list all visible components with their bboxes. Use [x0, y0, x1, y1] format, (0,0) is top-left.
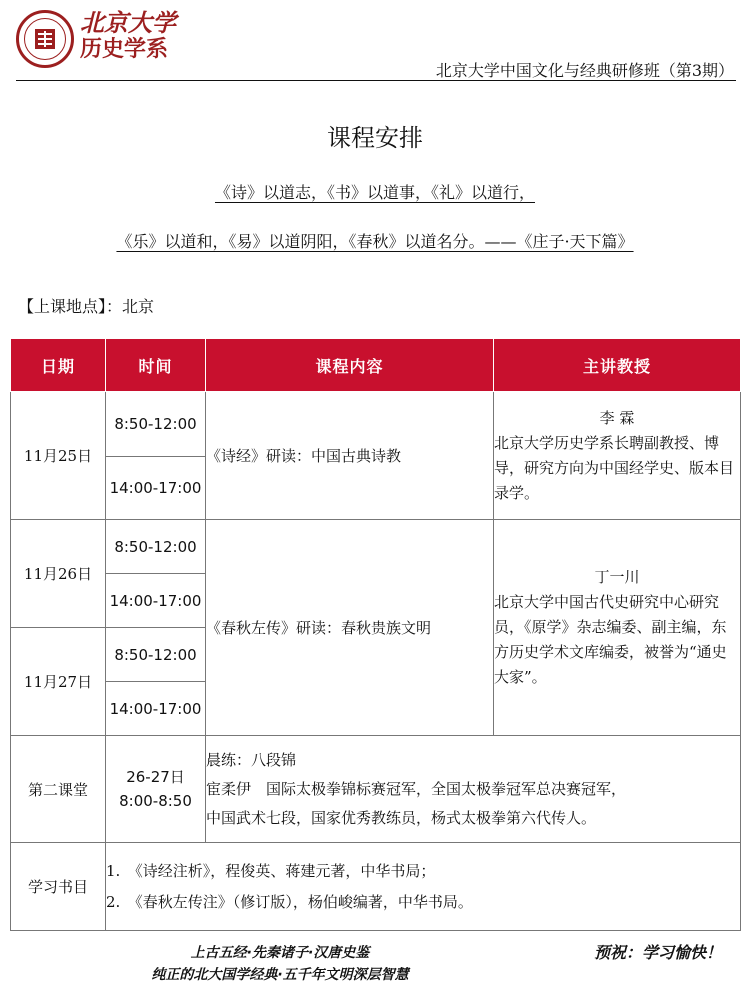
header-divider — [16, 80, 736, 81]
pku-history-logo — [16, 10, 74, 68]
extra-class-time — [106, 736, 206, 843]
table-row — [11, 392, 741, 457]
time-cell: 8:50-12:00 — [106, 628, 206, 682]
time-cell: 14:00-17:00 — [106, 682, 206, 736]
table-header-row — [11, 339, 741, 392]
dept-line1: 北京大学 — [80, 8, 176, 37]
quote-line2: 《乐》以道和，《易》以道阴阳，《春秋》以道名分。——《庄子·天下篇》 — [116, 232, 634, 251]
book-item: 2. 《春秋左传注》（修订版），杨伯峻编著，中华书局。 — [106, 892, 473, 911]
date-cell: 11月27日 — [11, 628, 106, 736]
reading-list-label: 学习书目 — [11, 843, 106, 931]
table-row — [11, 520, 741, 574]
extra-time: 8:00-8:50 — [119, 792, 192, 810]
header-professor: 主讲教授 — [494, 339, 741, 392]
footer-slogan1: 上古五经·先秦诸子·汉唐史鉴 — [190, 945, 370, 961]
date-cell: 11月26日 — [11, 520, 106, 628]
time-cell: 14:00-17:00 — [106, 574, 206, 628]
table-row — [11, 843, 741, 931]
footer-wish: 预祝：学习愉快！ — [593, 943, 722, 962]
extra-line3: 中国武术七段，国家优秀教练员，杨式太极拳第六代传人。 — [206, 808, 597, 827]
footer-slogan2: 纯正的北大国学经典·五千年文明深层智慧 — [151, 967, 409, 983]
seal-icon — [24, 18, 66, 60]
extra-line2: 宦柔伊 国际太极拳锦标赛冠军，全国太极拳冠军总决赛冠军， — [206, 779, 627, 798]
page-title: 课程安排 — [327, 124, 423, 152]
department-name — [80, 10, 176, 62]
date-cell: 11月25日 — [11, 392, 106, 520]
quote-line1: 《诗》以道志，《书》以道事，《礼》以道行， — [214, 183, 535, 202]
dept-line2: 历史学系 — [80, 36, 169, 62]
book-seal-icon — [32, 26, 58, 52]
course-content: 《诗经》研读：中国古典诗教 — [206, 392, 494, 520]
location-label: 【上课地点】：北京 — [18, 297, 155, 316]
schedule-table — [10, 338, 741, 931]
header-time: 时间 — [106, 339, 206, 392]
extra-class-label: 第二课堂 — [11, 736, 106, 843]
professor-desc: 北京大学历史学系长聘副教授、博导，研究方向为中国经学史、版本目录学。 — [494, 433, 735, 502]
reading-list — [106, 843, 741, 931]
professor-name: 李 霖 — [599, 408, 635, 427]
professor-desc: 北京大学中国古代史研究中心研究员，《原学》杂志编委、副主编，东方历史学术文库编委，被誉为“通史大家”。 — [494, 593, 727, 686]
time-cell: 14:00-17:00 — [106, 457, 206, 520]
extra-line1: 晨练：八段锦 — [206, 750, 297, 769]
table-row — [11, 736, 741, 843]
extra-date: 26-27日 — [126, 768, 185, 786]
time-cell: 8:50-12:00 — [106, 520, 206, 574]
time-cell: 8:50-12:00 — [106, 392, 206, 457]
program-title: 北京大学中国文化与经典研修班（第3期） — [435, 61, 734, 80]
header-date: 日期 — [11, 339, 106, 392]
professor-cell — [494, 392, 741, 520]
course-content: 《春秋左传》研读：春秋贵族文明 — [206, 520, 494, 736]
header-content: 课程内容 — [206, 339, 494, 392]
book-item: 1. 《诗经注析》，程俊英、蒋建元著，中华书局； — [106, 861, 436, 880]
professor-name: 丁一川 — [594, 568, 640, 586]
professor-cell — [494, 520, 741, 736]
extra-class-content — [206, 736, 741, 843]
